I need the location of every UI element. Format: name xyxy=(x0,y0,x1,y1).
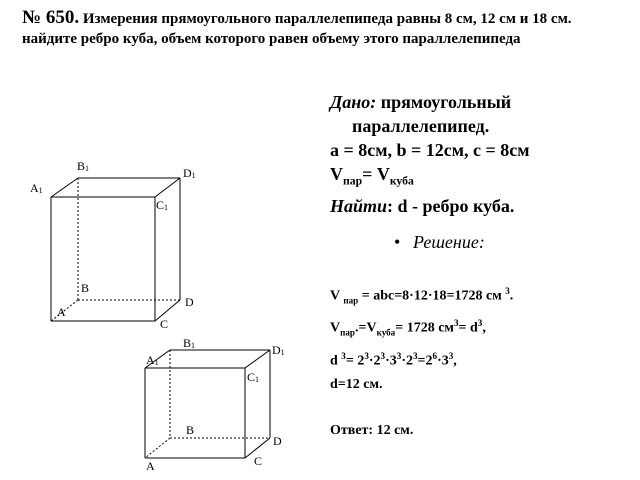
solution-line-4: d=12 см. xyxy=(330,376,383,392)
cube-figure xyxy=(145,350,270,458)
cube-label-A: A xyxy=(146,459,155,473)
given-label: Дано: xyxy=(330,92,377,112)
vcube-sub: куба xyxy=(389,174,414,188)
solution-line-2: $V_{пар}.=V_{куба}= 1728$ $см^3= d^3$, xyxy=(330,318,486,338)
label-D1: D1 xyxy=(183,166,196,180)
given-text-1: прямоугольный xyxy=(380,92,512,112)
cube-label-B1: B1 xyxy=(183,336,196,350)
cube-edge-c1-d1 xyxy=(245,350,270,368)
cube-label-D1: D1 xyxy=(272,343,285,357)
find-label: Найти xyxy=(330,195,388,216)
problem-number: № 650. xyxy=(22,7,80,28)
label-C1: C1 xyxy=(156,198,169,212)
cube-hidden-b-a xyxy=(145,438,170,458)
solution-line-3: d $^3= 2^3\cdot 2^3\cdot 3^3\cdot 2^3=2^6\cdot 3^3$, xyxy=(330,350,457,369)
cube-label-C: C xyxy=(254,454,263,468)
answer-line: Ответ: 12 см. xyxy=(330,422,414,438)
bullet-icon: • xyxy=(394,232,401,252)
edge-c1-d1 xyxy=(155,178,180,197)
label-A: A xyxy=(57,305,66,319)
cube-label-A1: A1 xyxy=(146,353,159,367)
cube-label-C1: C1 xyxy=(247,370,260,384)
find-text: : d - ребро куба. xyxy=(387,195,515,216)
label-C: C xyxy=(160,317,169,331)
edge-b1-a1 xyxy=(51,178,78,197)
label-A1: A1 xyxy=(30,181,43,195)
problem-text: Измерения прямоугольного параллелепипеда равны 8 см, 12 см и 18 см. найдите ребро куба, объем которого равен объему этого параллелепипеда xyxy=(22,11,572,47)
given-line-2: параллелепипед. xyxy=(352,116,490,136)
cube-label-D: D xyxy=(273,434,282,448)
solution-line-1: V $_{пар}$ = abc=8·12·18=1728 см $^3$. xyxy=(330,286,514,306)
vpar-sub: пар xyxy=(343,174,363,188)
box2-labels xyxy=(146,336,285,473)
label-B1: B1 xyxy=(77,159,90,173)
vpar-symbol: V xyxy=(330,164,343,184)
cube-label-B: B xyxy=(186,423,195,437)
vpar-eq: = V xyxy=(362,164,390,184)
label-B: B xyxy=(81,281,90,295)
label-D: D xyxy=(185,295,194,309)
given-line-3: a = 8см, b = 12см, c = 8см xyxy=(330,140,530,160)
solution-label: Решение: xyxy=(413,232,485,252)
